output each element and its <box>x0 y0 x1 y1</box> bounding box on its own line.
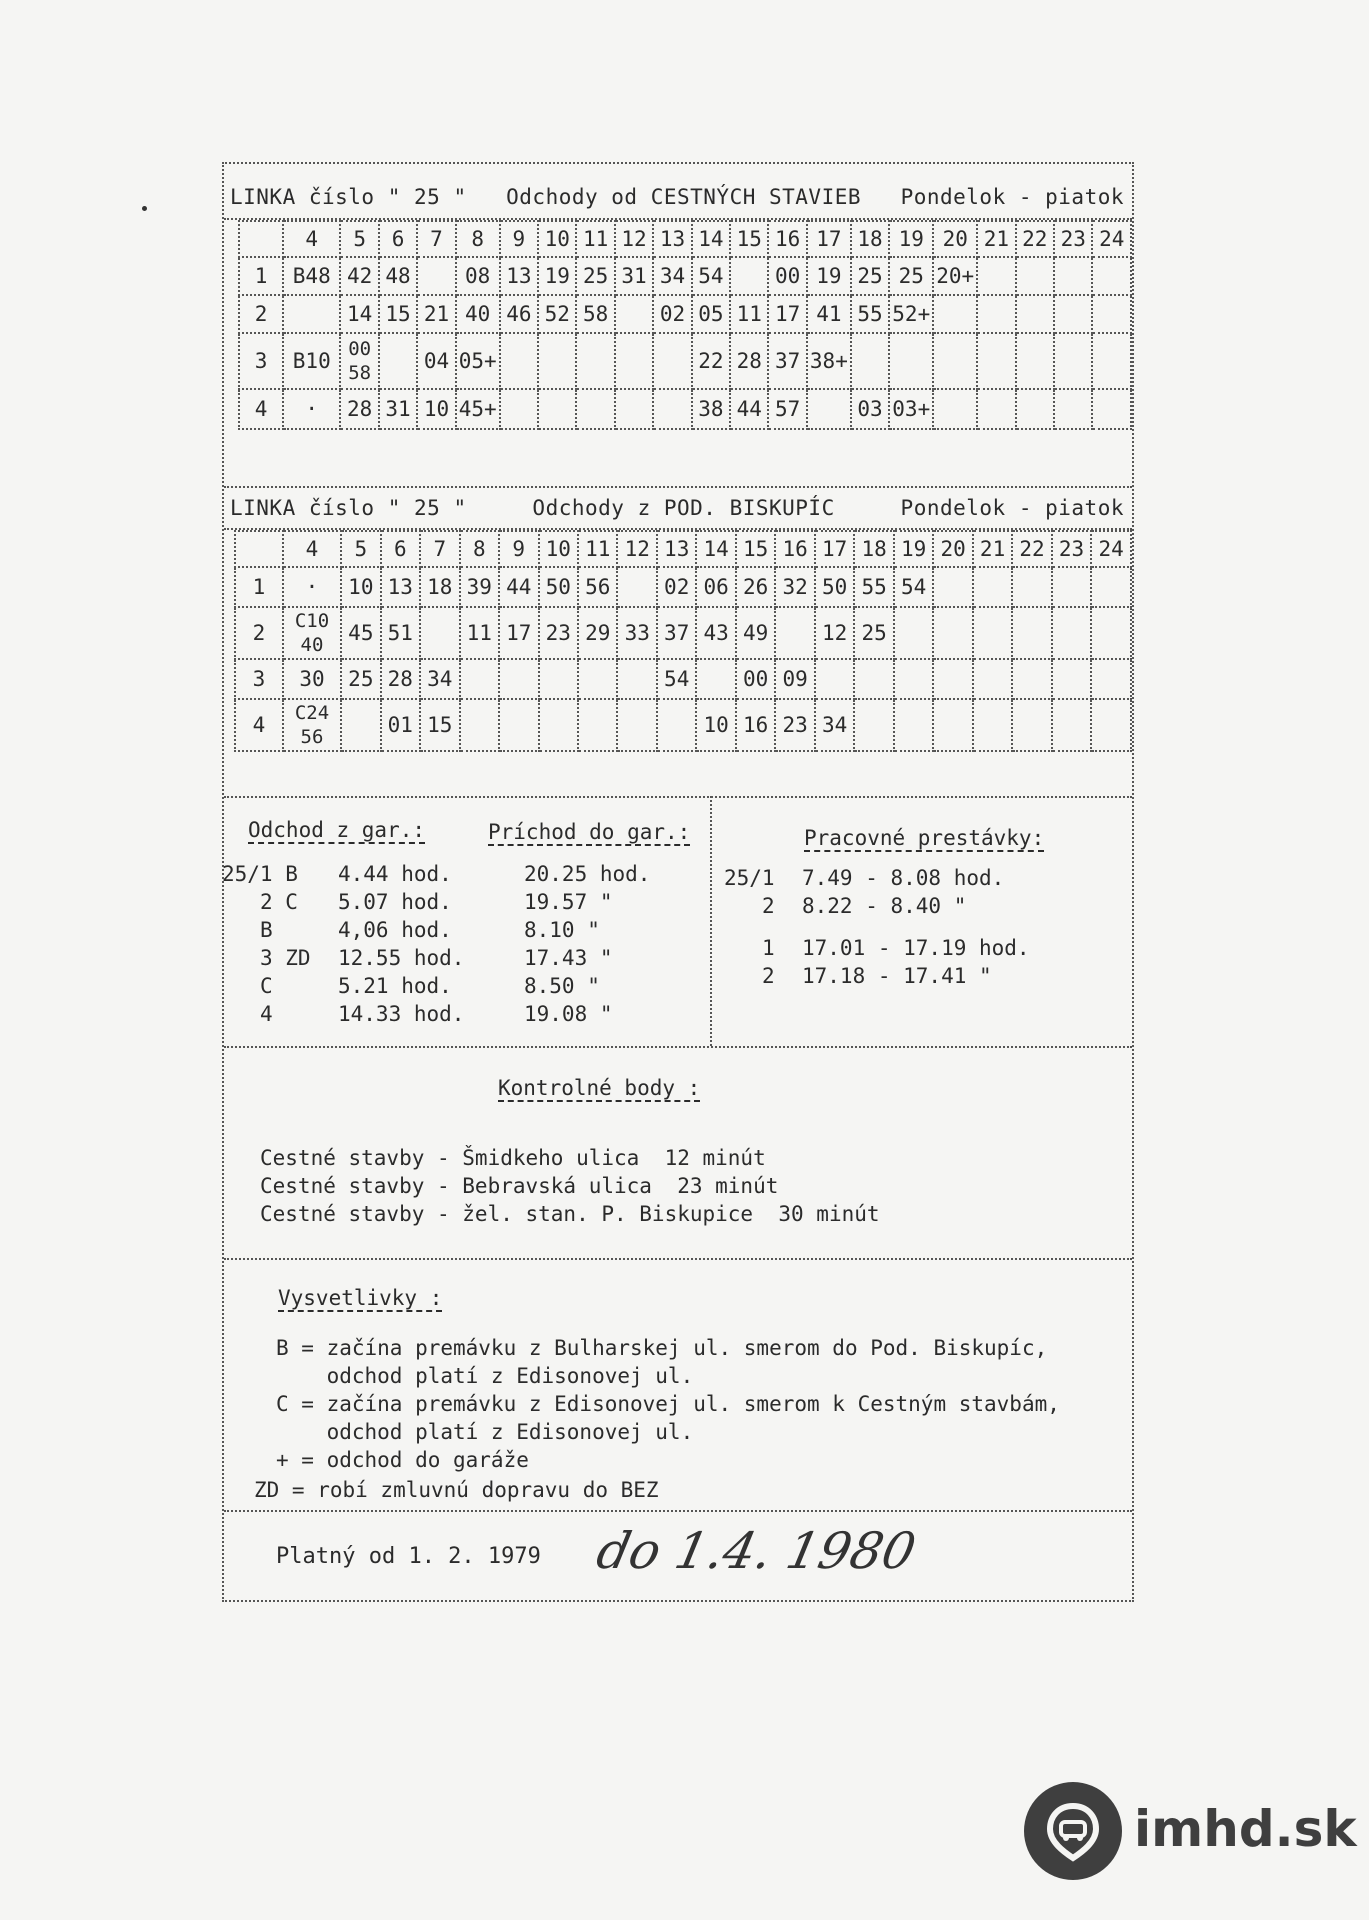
legend-line: B = začína premávku z Bulharskej ul. smerom do Pod. Biskupíc, <box>276 1336 1048 1360</box>
table2-time-cell: 23 <box>775 699 814 751</box>
table2-time-cell <box>617 659 656 699</box>
table2-time-cell <box>657 699 696 751</box>
table2-time-cell <box>894 659 933 699</box>
table2-hour-header: 17 <box>815 531 854 567</box>
garage-arrival-heading: Príchod do gar.: <box>488 820 691 844</box>
table2-time-cell: 02 <box>657 567 696 607</box>
table2-time-cell <box>460 699 499 751</box>
table1-time-cell <box>851 333 889 389</box>
table2-time-cell: 00 <box>736 659 775 699</box>
table2-row-label: 2 <box>235 607 283 659</box>
garage-arrival-time: 20.25 hod. <box>524 862 651 886</box>
table2-time-cell <box>460 659 499 699</box>
table1-time-cell <box>500 389 538 429</box>
stray-mark <box>142 206 147 211</box>
table1-direction: Odchody od CESTNÝCH STAVIEB <box>506 185 862 209</box>
table2-row-label: 1 <box>235 567 283 607</box>
table1-time-cell: 40 <box>456 295 500 333</box>
table2-time-cell: 34 <box>815 699 854 751</box>
table2-time-cell <box>499 699 538 751</box>
table1-hour-header: 12 <box>615 221 653 257</box>
checkpoint-line: Cestné stavby - žel. stan. P. Biskupice 30 minút <box>260 1202 880 1226</box>
table2-time-cell: 13 <box>381 567 420 607</box>
table1-row <box>239 257 1131 295</box>
table1-time-cell: B10 <box>283 333 340 389</box>
table2-time-cell: 10 <box>696 699 735 751</box>
table2-time-cell <box>973 699 1012 751</box>
table1-time-cell: 31 <box>615 257 653 295</box>
table2-days: Pondelok - piatok <box>900 496 1124 520</box>
table2-time-cell: 45 <box>341 607 380 659</box>
table2-hour-header: 23 <box>1052 531 1091 567</box>
table1-time-cell <box>933 333 977 389</box>
table1-time-cell <box>538 389 576 429</box>
table1-time-cell <box>653 389 691 429</box>
table2-time-cell <box>1012 607 1051 659</box>
table1-time-cell: 00 <box>768 257 806 295</box>
table1-time-cell: 15 <box>379 295 417 333</box>
table2-time-cell <box>1091 659 1131 699</box>
table2-time-cell <box>775 607 814 659</box>
table1-time-cell <box>1092 333 1131 389</box>
table1-time-cell <box>1054 389 1092 429</box>
table1-time-cell: 25 <box>851 257 889 295</box>
table1-time-cell: 34 <box>653 257 691 295</box>
table1-time-cell: 22 <box>692 333 730 389</box>
break-time: 17.01 - 17.19 hod. <box>802 936 1030 960</box>
table2-time-cell: · <box>283 567 341 607</box>
table2-time-cell: 50 <box>539 567 578 607</box>
table2-row-label: 3 <box>235 659 283 699</box>
table1-time-cell: 52 <box>538 295 576 333</box>
table2-time-cell <box>1091 567 1131 607</box>
table1-time-cell: 31 <box>379 389 417 429</box>
table1-hour-header: 20 <box>933 221 977 257</box>
table1-hour-header: 11 <box>576 221 614 257</box>
table1-time-cell <box>807 389 851 429</box>
table2-time-cell: 06 <box>696 567 735 607</box>
table2-hour-header: 12 <box>617 531 656 567</box>
table1-row-label: 4 <box>239 389 283 429</box>
table2-time-cell: 30 <box>283 659 341 699</box>
table2-time-cell: 01 <box>381 699 420 751</box>
table2-hour-header: 16 <box>775 531 814 567</box>
table1-time-cell: 10 <box>417 389 455 429</box>
table1-time-cell: 03+ <box>889 389 933 429</box>
table2-time-cell <box>933 659 972 699</box>
table1-line-label: LINKA číslo " 25 " <box>230 185 467 209</box>
table1-time-cell: 44 <box>730 389 768 429</box>
table1-time-cell: 19 <box>538 257 576 295</box>
table2-time-cell <box>499 659 538 699</box>
table1-hour-header: 22 <box>1016 221 1054 257</box>
imhd-logo[interactable] <box>1024 1782 1357 1882</box>
table1-time-cell: 41 <box>807 295 851 333</box>
table2-time-cell <box>854 699 893 751</box>
table2-hour-header: 18 <box>854 531 893 567</box>
table1-grid <box>238 220 1132 430</box>
table1-hour-header: 4 <box>283 221 340 257</box>
table1-time-cell: 48 <box>379 257 417 295</box>
table1-row-label: 1 <box>239 257 283 295</box>
table1-row-label: 2 <box>239 295 283 333</box>
checkpoint-line: Cestné stavby - Šmidkeho ulica 12 minút <box>260 1146 766 1170</box>
table2-hour-header: 13 <box>657 531 696 567</box>
table1-row <box>239 295 1131 333</box>
garage-arrival-time: 19.57 " <box>524 890 613 914</box>
table1-time-cell: 46 <box>500 295 538 333</box>
table2-time-cell: 29 <box>578 607 617 659</box>
table2-time-cell <box>815 659 854 699</box>
table2-hour-row <box>235 531 1131 567</box>
table2-time-cell: 33 <box>617 607 656 659</box>
table1-time-cell <box>730 257 768 295</box>
break-bus: 2 <box>762 894 775 918</box>
table2-time-cell <box>617 699 656 751</box>
table1-time-cell <box>977 295 1015 333</box>
garage-departure-time: 14.33 hod. <box>338 1002 465 1026</box>
table2-time-cell <box>578 659 617 699</box>
table1-time-cell <box>615 295 653 333</box>
table1-time-cell: 14 <box>340 295 378 333</box>
table1-hour-header: 17 <box>807 221 851 257</box>
table1-time-cell: 21 <box>417 295 455 333</box>
table1-row-label: 3 <box>239 333 283 389</box>
table1-hour-header: 15 <box>730 221 768 257</box>
table1-time-cell <box>977 257 1015 295</box>
table1-header <box>224 176 1132 220</box>
table2-header <box>224 486 1132 530</box>
garage-departure-time: 4,06 hod. <box>338 918 452 942</box>
table1-hour-header: 9 <box>500 221 538 257</box>
checkpoints-heading: Kontrolné body : <box>498 1076 701 1100</box>
table2-time-cell <box>539 659 578 699</box>
table2-time-cell <box>578 699 617 751</box>
table1-hour-header: 10 <box>538 221 576 257</box>
table1-hour-row <box>239 221 1131 257</box>
legend-line: + = odchod do garáže <box>276 1448 529 1472</box>
table2-time-cell: 26 <box>736 567 775 607</box>
table2-time-cell <box>617 567 656 607</box>
break-bus: 2 <box>762 964 775 988</box>
table1-time-cell <box>889 333 933 389</box>
table1-time-cell: 38+ <box>807 333 851 389</box>
table1-time-cell: 11 <box>730 295 768 333</box>
table2-time-cell <box>1052 607 1091 659</box>
table2-time-cell <box>696 659 735 699</box>
table2-hour-header: 11 <box>578 531 617 567</box>
garage-bus: 25/1 B <box>222 862 298 886</box>
break-time: 7.49 - 8.08 hod. <box>802 866 1005 890</box>
table2-time-cell <box>973 607 1012 659</box>
table2-time-cell: 17 <box>499 607 538 659</box>
table1-time-cell <box>576 389 614 429</box>
table1-time-cell <box>283 295 340 333</box>
table1-hour-header: 13 <box>653 221 691 257</box>
table1-time-cell: 05 <box>692 295 730 333</box>
table1-time-cell: 57 <box>768 389 806 429</box>
table1-time-cell <box>500 333 538 389</box>
table2-time-cell <box>973 659 1012 699</box>
table2-time-cell: 09 <box>775 659 814 699</box>
table1-hour-header: 21 <box>977 221 1015 257</box>
logo-circle <box>1024 1782 1122 1880</box>
break-bus: 25/1 <box>724 866 775 890</box>
table2-time-cell: 25 <box>854 607 893 659</box>
table2-time-cell <box>933 607 972 659</box>
table2-row <box>235 567 1131 607</box>
table2-time-cell <box>894 699 933 751</box>
break-time: 8.22 - 8.40 " <box>802 894 967 918</box>
table1-time-cell: 38 <box>692 389 730 429</box>
table2-time-cell: 25 <box>341 659 380 699</box>
table2-time-cell: 28 <box>381 659 420 699</box>
table1-time-cell <box>1054 333 1092 389</box>
legend-line: C = začína premávku z Edisonovej ul. smerom k Cestným stavbám, <box>276 1392 1060 1416</box>
garage-bus: B <box>260 918 273 942</box>
table2-time-cell <box>539 699 578 751</box>
table2-time-cell <box>973 567 1012 607</box>
table2-time-cell: C24 56 <box>283 699 341 751</box>
timetable-document <box>222 162 1134 1602</box>
garage-arrival-time: 8.50 " <box>524 974 600 998</box>
table2-time-cell <box>1012 659 1051 699</box>
table2-row <box>235 607 1131 659</box>
legend-line: ZD = robí zmluvnú dopravu do BEZ <box>254 1478 659 1502</box>
table1-time-cell: 19 <box>807 257 851 295</box>
garage-bus: 4 <box>260 1002 273 1026</box>
table2-hour-header: 8 <box>460 531 499 567</box>
legend-line: odchod platí z Edisonovej ul. <box>276 1364 694 1388</box>
table1-time-cell: 20+ <box>933 257 977 295</box>
table2-time-cell <box>933 567 972 607</box>
table1-time-cell: 25 <box>889 257 933 295</box>
table2-hour-header: 4 <box>283 531 341 567</box>
table2-time-cell: 10 <box>341 567 380 607</box>
garage-departure-time: 5.07 hod. <box>338 890 452 914</box>
table1-time-cell <box>1016 389 1054 429</box>
table2-time-cell <box>1052 567 1091 607</box>
table2-time-cell <box>854 659 893 699</box>
table2-time-cell: 23 <box>539 607 578 659</box>
table1-time-cell <box>977 389 1015 429</box>
table2-row <box>235 659 1131 699</box>
table2-time-cell: 51 <box>381 607 420 659</box>
table2-corner-cell <box>235 531 283 567</box>
table2-time-cell: 50 <box>815 567 854 607</box>
table1-time-cell <box>576 333 614 389</box>
table2-time-cell <box>1012 699 1051 751</box>
table2-line-label: LINKA číslo " 25 " <box>230 496 467 520</box>
table1-hour-header: 19 <box>889 221 933 257</box>
table1-hour-header: 5 <box>340 221 378 257</box>
table2-time-cell: 55 <box>854 567 893 607</box>
table2-time-cell: 15 <box>420 699 459 751</box>
table1-hour-header: 8 <box>456 221 500 257</box>
garage-departure-time: 5.21 hod. <box>338 974 452 998</box>
table1-time-cell: 04 <box>417 333 455 389</box>
table2-time-cell <box>1091 699 1131 751</box>
table2-time-cell: 11 <box>460 607 499 659</box>
table1-time-cell: 00 58 <box>340 333 378 389</box>
table1-time-cell: 17 <box>768 295 806 333</box>
garage-arrival-time: 17.43 " <box>524 946 613 970</box>
table1-time-cell: 25 <box>576 257 614 295</box>
table1-time-cell <box>1016 333 1054 389</box>
table2-hour-header: 19 <box>894 531 933 567</box>
handwritten-validity: do 1.4. 1980 <box>591 1522 921 1580</box>
table2-hour-header: 9 <box>499 531 538 567</box>
garage-arrival-time: 8.10 " <box>524 918 600 942</box>
table2-time-cell <box>1012 567 1051 607</box>
table2-time-cell <box>420 607 459 659</box>
table1-time-cell <box>1092 257 1131 295</box>
breaks-heading: Pracovné prestávky: <box>804 826 1045 850</box>
table2-time-cell <box>1052 699 1091 751</box>
table2-hour-header: 21 <box>973 531 1012 567</box>
table2-grid <box>234 530 1132 752</box>
table1-hour-header: 18 <box>851 221 889 257</box>
table1-time-cell: 52+ <box>889 295 933 333</box>
table1-hour-header: 6 <box>379 221 417 257</box>
table2-time-cell: 37 <box>657 607 696 659</box>
table1-time-cell <box>1092 295 1131 333</box>
table1-time-cell <box>1016 295 1054 333</box>
table1-hour-header: 16 <box>768 221 806 257</box>
table2-hour-header: 15 <box>736 531 775 567</box>
table1-time-cell: 58 <box>576 295 614 333</box>
validity-label: Platný od 1. 2. 1979 <box>276 1544 541 1569</box>
logo-brand: imhd.sk <box>1134 1800 1357 1858</box>
table2-hour-header: 14 <box>696 531 735 567</box>
break-time: 17.18 - 17.41 " <box>802 964 992 988</box>
table2-hour-header: 22 <box>1012 531 1051 567</box>
checkpoint-line: Cestné stavby - Bebravská ulica 23 minút <box>260 1174 779 1198</box>
table2-hour-header: 5 <box>341 531 380 567</box>
table2-time-cell <box>1091 607 1131 659</box>
table2-time-cell: 39 <box>460 567 499 607</box>
table2-time-cell <box>1052 659 1091 699</box>
garage-bus: 2 C <box>260 890 298 914</box>
table1-time-cell <box>653 333 691 389</box>
table2-row <box>235 699 1131 751</box>
table1-time-cell <box>1092 389 1131 429</box>
table1-hour-header: 24 <box>1092 221 1131 257</box>
table1-row <box>239 389 1131 429</box>
table1-time-cell: · <box>283 389 340 429</box>
table1-time-cell <box>977 333 1015 389</box>
table1-time-cell: 28 <box>340 389 378 429</box>
table2-time-cell: C10 40 <box>283 607 341 659</box>
table2-time-cell <box>341 699 380 751</box>
table1-time-cell <box>933 389 977 429</box>
table1-time-cell: 08 <box>456 257 500 295</box>
table2-time-cell: 44 <box>499 567 538 607</box>
legend-line: odchod platí z Edisonovej ul. <box>276 1420 694 1444</box>
table1-time-cell <box>933 295 977 333</box>
table2-time-cell: 56 <box>578 567 617 607</box>
table2-time-cell <box>933 699 972 751</box>
table2-hour-header: 10 <box>539 531 578 567</box>
table1-days: Pondelok - piatok <box>900 185 1124 209</box>
table1-time-cell <box>417 257 455 295</box>
table2-time-cell: 43 <box>696 607 735 659</box>
table1-time-cell: 37 <box>768 333 806 389</box>
garage-bus: C <box>260 974 273 998</box>
table2-time-cell: 49 <box>736 607 775 659</box>
table1-hour-header: 23 <box>1054 221 1092 257</box>
table1-time-cell: 28 <box>730 333 768 389</box>
table2-time-cell: 34 <box>420 659 459 699</box>
table2-direction: Odchody z POD. BISKUPÍC <box>532 496 835 520</box>
table1-time-cell: 03 <box>851 389 889 429</box>
table1-time-cell: 55 <box>851 295 889 333</box>
garage-bus: 3 ZD <box>260 946 311 970</box>
table1-time-cell <box>1054 295 1092 333</box>
table1-row <box>239 333 1131 389</box>
table2-time-cell: 54 <box>657 659 696 699</box>
table2-hour-header: 24 <box>1091 531 1131 567</box>
table1-time-cell <box>615 333 653 389</box>
table1-time-cell: 54 <box>692 257 730 295</box>
table2-time-cell <box>894 607 933 659</box>
table1-time-cell <box>1054 257 1092 295</box>
table1-hour-header: 7 <box>417 221 455 257</box>
table2-hour-header: 7 <box>420 531 459 567</box>
table1-time-cell: 45+ <box>456 389 500 429</box>
break-bus: 1 <box>762 936 775 960</box>
table2-hour-header: 6 <box>381 531 420 567</box>
table1-corner-cell <box>239 221 283 257</box>
garage-departure-heading: Odchod z gar.: <box>248 818 426 842</box>
table2-time-cell: 18 <box>420 567 459 607</box>
legend-heading: Vysvetlivky : <box>278 1286 443 1310</box>
table1-time-cell: 05+ <box>456 333 500 389</box>
table2-time-cell: 16 <box>736 699 775 751</box>
table1-time-cell: B48 <box>283 257 340 295</box>
table2-hour-header: 20 <box>933 531 972 567</box>
table1-time-cell <box>615 389 653 429</box>
table2-time-cell: 12 <box>815 607 854 659</box>
garage-arrival-time: 19.08 " <box>524 1002 613 1026</box>
table1-time-cell: 02 <box>653 295 691 333</box>
table1-time-cell <box>379 333 417 389</box>
table2-time-cell: 54 <box>894 567 933 607</box>
pin-icon <box>1046 1802 1100 1862</box>
table1-hour-header: 14 <box>692 221 730 257</box>
table1-time-cell: 42 <box>340 257 378 295</box>
table1-time-cell <box>1016 257 1054 295</box>
garage-departure-time: 4.44 hod. <box>338 862 452 886</box>
table2-time-cell: 32 <box>775 567 814 607</box>
table1-time-cell: 13 <box>500 257 538 295</box>
table2-row-label: 4 <box>235 699 283 751</box>
garage-departure-time: 12.55 hod. <box>338 946 465 970</box>
table1-time-cell <box>538 333 576 389</box>
